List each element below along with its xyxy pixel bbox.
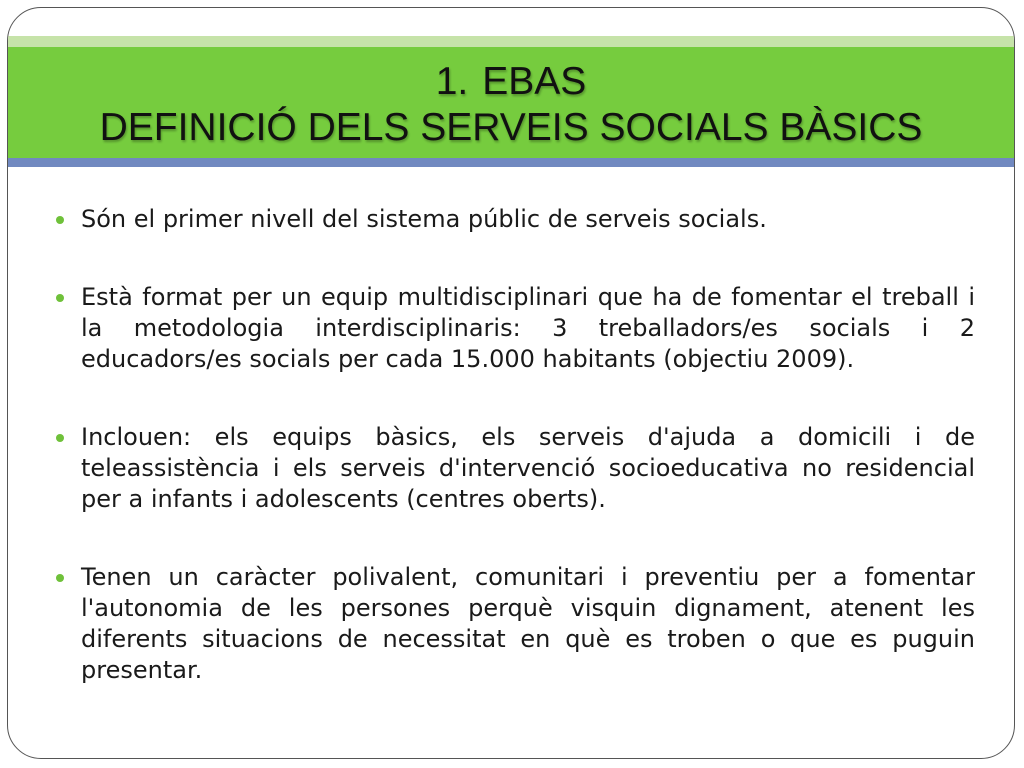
bullet-dot-icon [56,574,64,582]
bullet-dot-icon [56,294,64,302]
slide-content [52,204,975,686]
bullet-text: Està format per un equip multidisciplinari que ha de fomentar el treball i la metodologia interdisciplinaris: 3 treballadors/es socials i 2 educadors/es socials per cada 15.000 habitants (objectiu 2009). [81,283,975,373]
bullet-item [52,282,975,375]
slide-title [8,59,1014,151]
bullet-item [52,422,975,515]
title-underline [8,158,1014,167]
title-bar-highlight [8,36,1014,47]
bullet-item [52,562,975,686]
bullet-text: Tenen un caràcter polivalent, comunitari i preventiu per a fomentar l'autonomia de les persones perquè visquin dignament, atenent les diferents situacions de necessitat en què es troben o que es puguin presentar. [81,563,975,684]
bullet-item [52,204,975,235]
title-line-1 [8,59,1014,105]
bullet-text: Són el primer nivell del sistema públic de serveis socials. [81,205,767,233]
bullet-dot-icon [56,434,64,442]
title-line-2: DEFINICIÓ DELS SERVEIS SOCIALS BÀSICS [99,106,923,149]
title-heading: EBAS [482,60,587,103]
title-number: 1. [435,60,469,103]
bullet-text: Inclouen: els equips bàsics, els serveis d'ajuda a domicili i de teleassistència i els serveis d'intervenció socioeducativa no residencial per a infants i adolescents (centres oberts). [81,423,975,513]
bullet-list [52,204,975,686]
slide-frame [7,7,1015,759]
bullet-dot-icon [56,216,64,224]
